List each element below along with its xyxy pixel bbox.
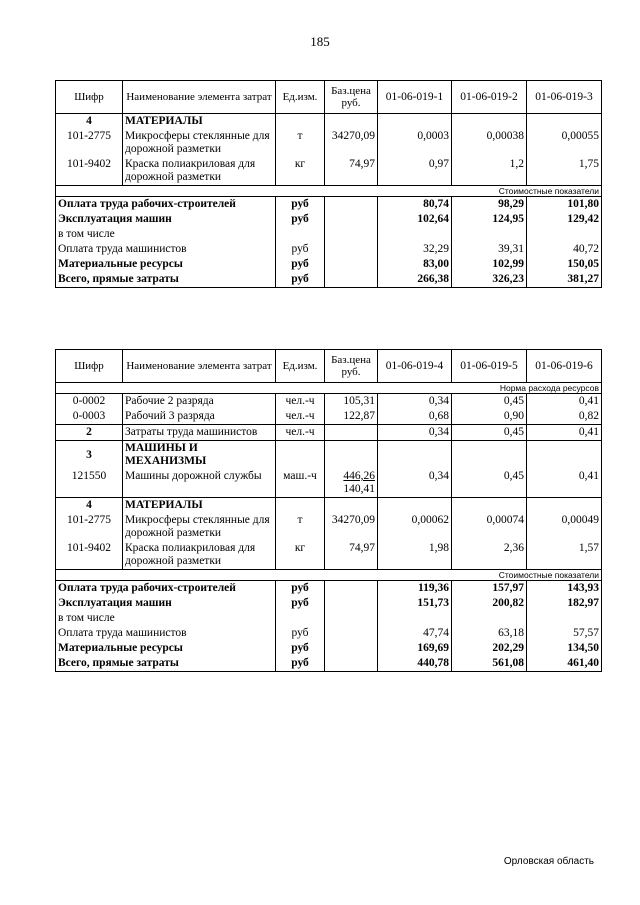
item-value: 0,82 xyxy=(527,409,602,425)
cost-value: 101,80 xyxy=(527,197,602,213)
item-name: Микросферы стеклянные для дорожной разметки xyxy=(123,129,276,157)
cost-label: Материальные ресурсы xyxy=(56,257,276,272)
col-name-header: Наименование элемента затрат xyxy=(123,81,276,114)
item-code: 101-2775 xyxy=(56,513,123,541)
item-value: 1,57 xyxy=(527,541,602,570)
cost-value: 200,82 xyxy=(452,596,527,611)
section-row xyxy=(56,498,602,514)
item-code: 0-0002 xyxy=(56,394,123,410)
cost-unit: руб xyxy=(276,656,325,672)
section-row xyxy=(56,441,602,470)
cost-row xyxy=(56,611,602,626)
table-header xyxy=(56,350,602,383)
col-norm-header: 01-06-019-2 xyxy=(452,81,527,114)
cost-value: 202,29 xyxy=(452,641,527,656)
cost-value: 32,29 xyxy=(378,242,452,257)
item-code: 121550 xyxy=(56,469,123,498)
item-code: 101-9402 xyxy=(56,157,123,186)
section-title: МАТЕРИАЛЫ xyxy=(123,498,276,514)
cost-value: 134,50 xyxy=(527,641,602,656)
cost-value: 102,64 xyxy=(378,212,452,227)
cost-label: Оплата труда рабочих-строителей xyxy=(56,581,276,597)
cost-unit: руб xyxy=(276,197,325,213)
item-name: Затраты труда машинистов xyxy=(123,425,276,441)
item-value: 0,45 xyxy=(452,394,527,410)
caption-row xyxy=(56,570,602,581)
item-name: Машины дорожной службы xyxy=(123,469,276,498)
item-value: 0,00074 xyxy=(452,513,527,541)
item-name: Краска полиакриловая для дорожной разметки xyxy=(123,541,276,570)
footer-region: Орловская область xyxy=(503,856,594,867)
cost-value: 561,08 xyxy=(452,656,527,672)
cost-row xyxy=(56,227,602,242)
cost-unit: руб xyxy=(276,641,325,656)
cost-value: 57,57 xyxy=(527,626,602,641)
cost-label: Материальные ресурсы xyxy=(56,641,276,656)
col-unit-header: Ед.изм. xyxy=(276,350,325,383)
section-row xyxy=(56,114,602,130)
item-value: 0,68 xyxy=(378,409,452,425)
item-value: 0,34 xyxy=(378,425,452,441)
item-value: 0,34 xyxy=(378,469,452,498)
item-value: 0,00055 xyxy=(527,129,602,157)
cost-row xyxy=(56,626,602,641)
cost-unit: руб xyxy=(276,626,325,641)
cost-label: в том числе xyxy=(56,611,276,626)
cost-unit: руб xyxy=(276,257,325,272)
item-code: 2 xyxy=(56,425,123,441)
col-unit-header: Ед.изм. xyxy=(276,81,325,114)
section-number: 4 xyxy=(56,114,123,130)
page-number: 185 xyxy=(310,34,330,49)
item-value: 0,41 xyxy=(527,469,602,498)
item-value: 0,00062 xyxy=(378,513,452,541)
item-value: 0,41 xyxy=(527,425,602,441)
cost-row xyxy=(56,641,602,656)
cost-label: в том числе xyxy=(56,227,276,242)
item-value: 0,97 xyxy=(378,157,452,186)
item-price: 34270,09 xyxy=(325,513,378,541)
cost-value: 461,40 xyxy=(527,656,602,672)
cost-value: 151,73 xyxy=(378,596,452,611)
item-unit: чел.-ч xyxy=(276,394,325,410)
table-row xyxy=(56,394,602,410)
cost-unit: руб xyxy=(276,272,325,288)
cost-value: 157,97 xyxy=(452,581,527,597)
cost-unit: руб xyxy=(276,581,325,597)
table-row xyxy=(56,425,602,441)
table-header xyxy=(56,81,602,114)
item-value: 0,90 xyxy=(452,409,527,425)
item-price: 105,31 xyxy=(325,394,378,410)
table-row xyxy=(56,157,602,186)
item-value: 0,00038 xyxy=(452,129,527,157)
cost-value: 119,36 xyxy=(378,581,452,597)
item-value: 1,2 xyxy=(452,157,527,186)
cost-value: 63,18 xyxy=(452,626,527,641)
item-code: 101-9402 xyxy=(56,541,123,570)
item-unit: т xyxy=(276,513,325,541)
cost-unit: руб xyxy=(276,212,325,227)
item-unit: чел.-ч xyxy=(276,425,325,441)
estimate-table-1 xyxy=(55,80,602,288)
section-title: МАШИНЫ И МЕХАНИЗМЫ xyxy=(123,441,276,470)
section-number: 3 xyxy=(56,441,123,470)
col-norm-header: 01-06-019-5 xyxy=(452,350,527,383)
cost-label: Оплата труда машинистов xyxy=(56,242,276,257)
item-value: 0,00049 xyxy=(527,513,602,541)
cost-value: 326,23 xyxy=(452,272,527,288)
item-code: 0-0003 xyxy=(56,409,123,425)
table-row xyxy=(56,409,602,425)
item-value: 0,45 xyxy=(452,469,527,498)
item-unit: маш.-ч xyxy=(276,469,325,498)
col-code-header: Шифр xyxy=(56,81,123,114)
cost-value: 40,72 xyxy=(527,242,602,257)
cost-label: Оплата труда машинистов xyxy=(56,626,276,641)
estimate-table-2 xyxy=(55,349,602,672)
cost-value: 102,99 xyxy=(452,257,527,272)
cost-row xyxy=(56,242,602,257)
cost-label: Эксплуатация машин xyxy=(56,212,276,227)
item-unit: чел.-ч xyxy=(276,409,325,425)
cost-value: 266,38 xyxy=(378,272,452,288)
table-row xyxy=(56,129,602,157)
table-row xyxy=(56,469,602,498)
item-value: 0,45 xyxy=(452,425,527,441)
item-code: 101-2775 xyxy=(56,129,123,157)
col-price-header: Баз.цена руб. xyxy=(325,350,378,383)
cost-value: 80,74 xyxy=(378,197,452,213)
cost-label: Эксплуатация машин xyxy=(56,596,276,611)
table-row xyxy=(56,513,602,541)
cost-unit: руб xyxy=(276,242,325,257)
cost-value: 124,95 xyxy=(452,212,527,227)
cost-label: Оплата труда рабочих-строителей xyxy=(56,197,276,213)
item-price: 34270,09 xyxy=(325,129,378,157)
cost-value: 381,27 xyxy=(527,272,602,288)
item-price xyxy=(325,469,378,498)
cost-value: 440,78 xyxy=(378,656,452,672)
item-value: 2,36 xyxy=(452,541,527,570)
item-value: 1,75 xyxy=(527,157,602,186)
col-norm-header: 01-06-019-6 xyxy=(527,350,602,383)
cost-row xyxy=(56,596,602,611)
cost-value: 47,74 xyxy=(378,626,452,641)
col-price-header: Баз.цена руб. xyxy=(325,81,378,114)
item-name: Рабочие 2 разряда xyxy=(123,394,276,410)
col-norm-header: 01-06-019-3 xyxy=(527,81,602,114)
cost-row xyxy=(56,197,602,213)
item-name: Краска полиакриловая для дорожной разметки xyxy=(123,157,276,186)
caption-row xyxy=(56,186,602,197)
cost-row xyxy=(56,212,602,227)
item-price: 122,87 xyxy=(325,409,378,425)
cost-row xyxy=(56,272,602,288)
col-norm-header: 01-06-019-1 xyxy=(378,81,452,114)
cost-value: 39,31 xyxy=(452,242,527,257)
section-number: 4 xyxy=(56,498,123,514)
item-unit: кг xyxy=(276,157,325,186)
cost-unit: руб xyxy=(276,596,325,611)
item-name: Рабочий 3 разряда xyxy=(123,409,276,425)
price-bottom: 140,41 xyxy=(343,483,375,495)
item-unit: т xyxy=(276,129,325,157)
cost-value: 169,69 xyxy=(378,641,452,656)
cost-row xyxy=(56,581,602,597)
cost-value: 182,97 xyxy=(527,596,602,611)
item-name: Микросферы стеклянные для дорожной разметки xyxy=(123,513,276,541)
table-row xyxy=(56,541,602,570)
item-price: 74,97 xyxy=(325,157,378,186)
price-top: 446,26 xyxy=(343,470,375,482)
norm-caption: Норма расхода ресурсов xyxy=(378,383,602,394)
caption-row xyxy=(56,383,602,394)
cost-caption: Стоимостные показатели xyxy=(378,186,602,197)
cost-value: 83,00 xyxy=(378,257,452,272)
cost-value: 98,29 xyxy=(452,197,527,213)
cost-caption: Стоимостные показатели xyxy=(378,570,602,581)
cost-value: 143,93 xyxy=(527,581,602,597)
item-price: 74,97 xyxy=(325,541,378,570)
item-value: 0,41 xyxy=(527,394,602,410)
col-name-header: Наименование элемента затрат xyxy=(123,350,276,383)
item-unit: кг xyxy=(276,541,325,570)
item-value: 0,34 xyxy=(378,394,452,410)
cost-label: Всего, прямые затраты xyxy=(56,272,276,288)
cost-label: Всего, прямые затраты xyxy=(56,656,276,672)
item-value: 1,98 xyxy=(378,541,452,570)
col-norm-header: 01-06-019-4 xyxy=(378,350,452,383)
cost-row xyxy=(56,656,602,672)
section-title: МАТЕРИАЛЫ xyxy=(123,114,276,130)
cost-value: 129,42 xyxy=(527,212,602,227)
item-value: 0,0003 xyxy=(378,129,452,157)
cost-value: 150,05 xyxy=(527,257,602,272)
col-code-header: Шифр xyxy=(56,350,123,383)
cost-row xyxy=(56,257,602,272)
